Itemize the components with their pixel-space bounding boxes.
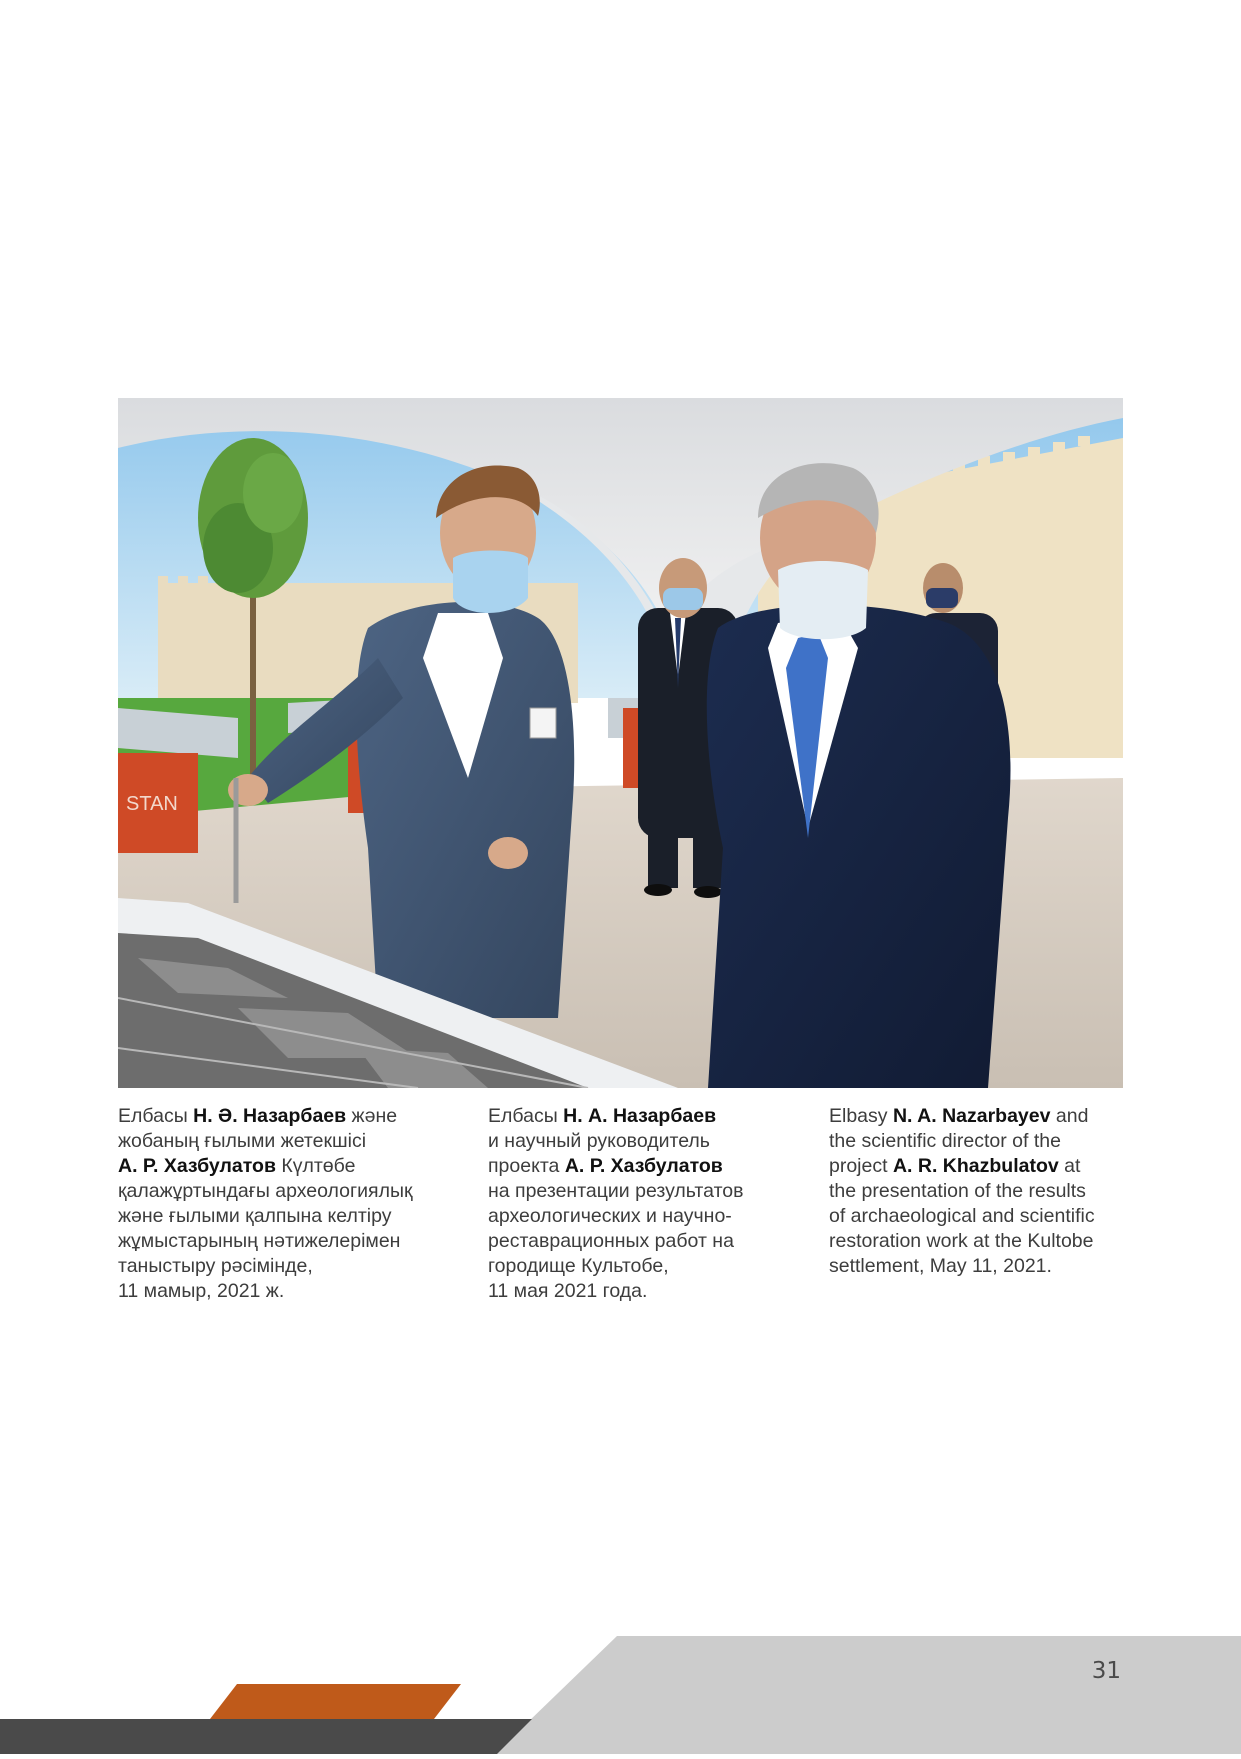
caption-kazakh-text-2: және жобаның ғылыми жетекшісі [118,1105,398,1152]
banner-text: STAN [126,793,178,815]
caption-russian-text-2: и научный руководитель проекта [488,1130,710,1177]
caption-russian-name-1: Н. А. Назарбаев [563,1105,717,1127]
caption-russian-name-2: А. Р. Хазбулатов [564,1155,723,1177]
caption-kazakh-text-3: Күлтөбе қалажұртындағы археологиялық және ғылыми қалпына келтіру жұмыстарының нәтижелерімен таныстыру рәсімінде, 11 мамыр, 2021 ж. [118,1155,413,1302]
footer-orange-accent [210,1684,461,1719]
caption-english-text-1: Elbasy [829,1105,893,1127]
caption-english-text-2: and the scientific director of the project [829,1105,1089,1177]
caption-russian-text-3: на презентации результатов археологических и научно- реставрационных работ на городище Культобе, 11 мая 2021 года. [488,1180,744,1302]
page-number: 31 [1091,1658,1121,1684]
caption-kazakh-name-1: Н. Ә. Назарбаев [193,1105,347,1127]
caption-russian [488,1104,788,1304]
page-footer [0,1630,1241,1754]
caption-kazakh [118,1104,458,1304]
event-photo [118,398,1123,1088]
caption-kazakh-text-1: Елбасы [118,1105,194,1127]
caption-kazakh-name-2: А. Р. Хазбулатов [118,1155,276,1177]
caption-english-name-1: N. A. Nazarbayev [892,1105,1051,1127]
caption-english-name-2: A. R. Khazbulatov [892,1155,1059,1177]
footer-dark-bar [0,1719,532,1754]
footer-grey-band [495,1636,1241,1754]
caption-russian-text-1: Елбасы [488,1105,564,1127]
caption-english-text-3: at the presentation of the results of archaeological and scientific restoration work at the Kultobe settlement, May 11, 2021. [829,1155,1095,1277]
caption-english [829,1104,1129,1279]
